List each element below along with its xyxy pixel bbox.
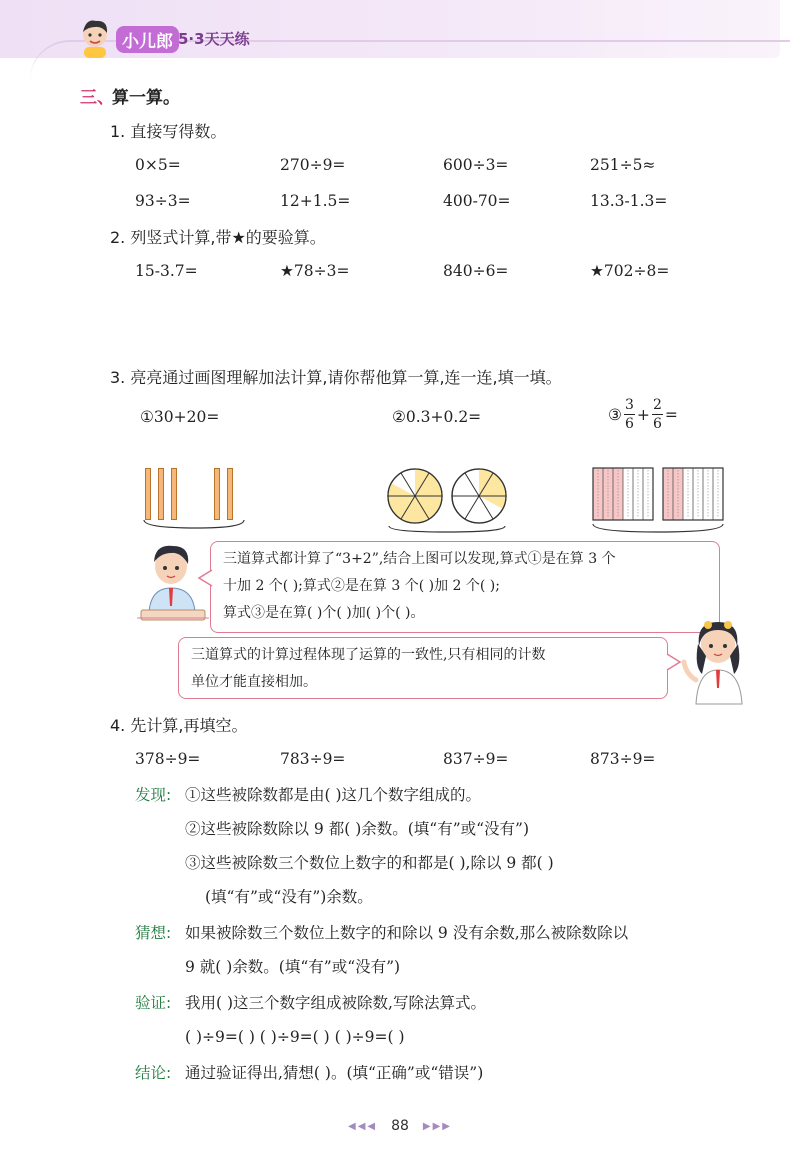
verify-label: 验证: xyxy=(135,994,172,1012)
section-title: 算一算。 xyxy=(112,88,180,108)
q3-eq1: ①30+20= xyxy=(140,408,220,426)
q2-expr: 15-3.7= xyxy=(135,262,198,280)
find-line-1: ①这些被除数都是由( )这几个数字组成的。 xyxy=(185,786,482,804)
header-brand: 小儿郎 xyxy=(116,26,179,53)
q1-expr: 600÷3= xyxy=(443,156,509,174)
find-line-3b: (填“有”或“没有”)余数。 xyxy=(205,888,373,906)
bubble-tail xyxy=(197,568,213,588)
page-number: 88 xyxy=(391,1118,409,1134)
fraction-denominator: 6 xyxy=(652,416,662,432)
fraction xyxy=(624,398,635,431)
find-label: 发现: xyxy=(135,786,172,804)
q4-expr: 378÷9= xyxy=(135,750,201,768)
girl-illustration xyxy=(678,616,758,706)
fraction xyxy=(652,398,663,431)
fraction-numerator: 3 xyxy=(624,397,634,413)
guess-line-1: 如果被除数三个数位上数字的和除以 9 没有余数,那么被除数除以 xyxy=(185,924,629,942)
guess-label: 猜想: xyxy=(135,924,172,942)
verify-line-1: 我用( )这三个数字组成被除数,写除法算式。 xyxy=(185,994,486,1012)
next-arrows-icon: ▶▶▶ xyxy=(422,1120,452,1132)
conclude-label: 结论: xyxy=(135,1064,172,1082)
q3-eq3-prefix: ③ xyxy=(608,405,622,424)
q4-expr: 873÷9= xyxy=(590,750,656,768)
q2-expr: ★78÷3= xyxy=(280,262,350,280)
header-series: 5·3天天练 xyxy=(178,30,250,48)
guess-line-2: 9 就( )余数。(填“有”或“没有”) xyxy=(185,958,401,976)
speech-bubble-girl xyxy=(178,637,668,699)
q1-expr: 0×5= xyxy=(135,156,181,174)
conclude-line: 通过验证得出,猜想( )。(填“正确”或“错误”) xyxy=(185,1064,484,1082)
q4-title: 4. 先计算,再填空。 xyxy=(110,716,248,735)
q3-eq2: ②0.3+0.2= xyxy=(392,408,482,426)
q1-expr: 270÷9= xyxy=(280,156,346,174)
fraction-denominator: 6 xyxy=(624,416,634,432)
circles-figure xyxy=(385,466,510,534)
ten-rods-figure xyxy=(140,462,250,532)
q1-expr: 13.3-1.3= xyxy=(590,192,668,210)
q4-expr: 783÷9= xyxy=(280,750,346,768)
bubble-text-line: 十加 2 个( );算式②是在算 3 个( )加 2 个( ); xyxy=(223,578,500,594)
q2-expr: 840÷6= xyxy=(443,262,509,280)
q2-expr: ★702÷8= xyxy=(590,262,670,280)
bubble-text-line: 算式③是在算( )个( )加( )个( )。 xyxy=(223,605,425,621)
mascot-avatar xyxy=(78,18,112,58)
page-footer xyxy=(0,1118,800,1134)
find-line-3: ③这些被除数三个数位上数字的和都是( ),除以 9 都( ) xyxy=(185,854,554,872)
q1-expr: 251÷5≈ xyxy=(590,156,656,174)
q1-title: 1. 直接写得数。 xyxy=(110,122,227,141)
fraction-numerator: 2 xyxy=(652,397,662,413)
prev-arrows-icon: ◀◀◀ xyxy=(348,1120,378,1132)
speech-bubble-boy xyxy=(210,541,720,633)
q3-title: 3. 亮亮通过画图理解加法计算,请你帮他算一算,连一连,填一填。 xyxy=(110,368,562,387)
grids-figure xyxy=(590,466,730,534)
q3-eq3 xyxy=(608,398,678,431)
section-number: 三、 xyxy=(80,88,114,108)
equals-sign: = xyxy=(664,405,678,424)
verify-line-2: ( )÷9=( ) ( )÷9=( ) ( )÷9=( ) xyxy=(185,1028,405,1046)
q1-expr: 12+1.5= xyxy=(280,192,351,210)
q1-expr: 93÷3= xyxy=(135,192,191,210)
bubble-text-line: 单位才能直接相加。 xyxy=(191,674,317,690)
q2-title: 2. 列竖式计算,带★的要验算。 xyxy=(110,228,326,247)
bubble-text-line: 三道算式都计算了“3+2”,结合上图可以发现,算式①是在算 3 个 xyxy=(223,551,616,567)
find-line-2: ②这些被除数除以 9 都( )余数。(填“有”或“没有”) xyxy=(185,820,530,838)
bubble-text-line: 三道算式的计算过程体现了运算的一致性,只有相同的计数 xyxy=(191,647,546,663)
plus-sign: + xyxy=(636,405,650,424)
q1-expr: 400-70= xyxy=(443,192,511,210)
q4-expr: 837÷9= xyxy=(443,750,509,768)
